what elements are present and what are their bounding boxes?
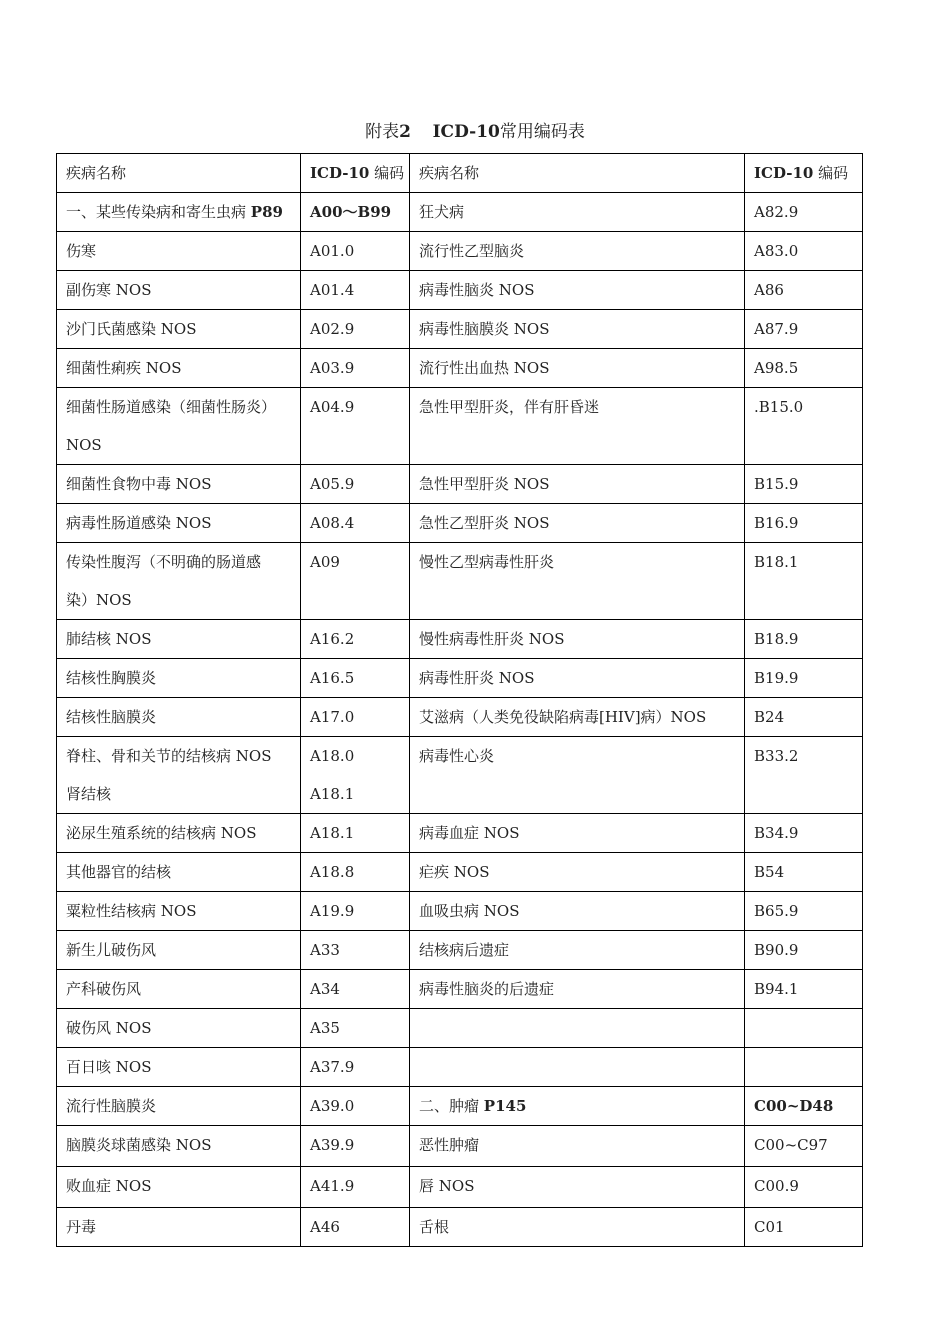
disease-name-right-cell <box>410 1208 745 1247</box>
disease-name-left-cell <box>57 1208 301 1247</box>
disease-name-left: 一、某些传染病和寄生虫病 <box>66 203 247 221</box>
disease-name-left: 副伤寒 NOS <box>66 281 152 299</box>
icd-code-right: B24 <box>754 708 785 726</box>
icd-code-right: A82.9 <box>754 203 799 221</box>
icd-code-right-cell <box>745 349 863 388</box>
icd-code-right: B18.9 <box>754 630 799 648</box>
icd-code-left: A34 <box>310 980 340 998</box>
icd-code-left: A39.9 <box>310 1136 355 1154</box>
icd-code-right-cell <box>745 271 863 310</box>
table-row <box>57 1208 863 1247</box>
disease-name-right-cell <box>410 543 745 620</box>
icd-code-right-cell <box>745 1048 863 1087</box>
icd-code-left-cell <box>301 892 410 931</box>
disease-name-right-cell <box>410 1087 745 1126</box>
icd-code-right-cell <box>745 1009 863 1048</box>
disease-name-left: 丹毒 <box>66 1218 97 1236</box>
icd-code-right-cell <box>745 232 863 271</box>
disease-name-left-cell <box>57 388 301 465</box>
icd-code-right: B90.9 <box>754 941 799 959</box>
header-icd-code-left <box>301 154 410 193</box>
icd-code-left: A33 <box>310 941 340 959</box>
icd-code-left-cell <box>301 271 410 310</box>
icd-code-right: B65.9 <box>754 902 799 920</box>
icd-code-left: A37.9 <box>310 1058 355 1076</box>
disease-name-left-cell <box>57 892 301 931</box>
icd-code-right: B54 <box>754 863 785 881</box>
disease-name-left: 破伤风 NOS <box>66 1019 152 1037</box>
icd-code-left: A01.4 <box>310 281 355 299</box>
table-row <box>57 349 863 388</box>
icd-code-left-cell <box>301 970 410 1009</box>
icd-code-right-cell <box>745 698 863 737</box>
icd-code-left: A46 <box>310 1218 340 1236</box>
icd-code-right: A83.0 <box>754 242 799 260</box>
disease-name-left-line2: NOS <box>66 436 102 454</box>
disease-name-left-cell <box>57 853 301 892</box>
disease-name-left-cell <box>57 271 301 310</box>
disease-name-left-cell <box>57 349 301 388</box>
icd-code-right: C01 <box>754 1218 785 1236</box>
icd-code-right: A87.9 <box>754 320 799 338</box>
table-row <box>57 504 863 543</box>
header-disease-name-left: 疾病名称 <box>57 154 301 193</box>
icd-code-right: B19.9 <box>754 669 799 687</box>
disease-name-right-cell <box>410 1167 745 1208</box>
disease-name-left-cell <box>57 698 301 737</box>
table-row <box>57 193 863 232</box>
disease-name-left: 脊柱、骨和关节的结核病 NOS <box>66 747 272 765</box>
icd-code-right-cell <box>745 853 863 892</box>
table-row <box>57 814 863 853</box>
icd-code-left: A17.0 <box>310 708 355 726</box>
disease-name-right-cell <box>410 1009 745 1048</box>
disease-name-right-cell <box>410 698 745 737</box>
disease-name-left-cell <box>57 814 301 853</box>
icd-code-left-cell <box>301 1048 410 1087</box>
disease-name-left: 败血症 NOS <box>66 1177 152 1195</box>
disease-name-left: 脑膜炎球菌感染 NOS <box>66 1136 212 1154</box>
disease-name-right: 血吸虫病 NOS <box>419 902 520 920</box>
disease-name-right: 急性甲型肝炎 NOS <box>419 475 550 493</box>
disease-name-left: 细菌性肠道感染（细菌性肠炎） <box>66 398 277 416</box>
disease-name-right: 舌根 <box>419 1218 450 1236</box>
icd-code-right: B33.2 <box>754 747 799 765</box>
icd-code-left-cell <box>301 1208 410 1247</box>
disease-name-right-cell <box>410 349 745 388</box>
disease-name-left: 细菌性痢疾 NOS <box>66 359 182 377</box>
table-row <box>57 853 863 892</box>
disease-name-right: 急性甲型肝炎，伴有肝昏迷 <box>419 398 600 416</box>
icd-code-right-cell <box>745 465 863 504</box>
disease-name-left-line2: 肾结核 <box>66 785 112 803</box>
icd-code-left-cell <box>301 814 410 853</box>
icd-code-left: A04.9 <box>310 398 355 416</box>
disease-name-right-cell <box>410 232 745 271</box>
disease-name-right: 病毒性心炎 <box>419 747 495 765</box>
table-row <box>57 620 863 659</box>
icd-code-left: A02.9 <box>310 320 355 338</box>
icd-code-left: A35 <box>310 1019 340 1037</box>
disease-name-right: 病毒性脑膜炎 NOS <box>419 320 550 338</box>
disease-name-left-cell <box>57 659 301 698</box>
disease-name-left: 结核性脑膜炎 <box>66 708 157 726</box>
icd-code-left-cell <box>301 1126 410 1167</box>
table-row <box>57 543 863 620</box>
disease-name-right: 慢性乙型病毒性肝炎 <box>419 553 555 571</box>
disease-name-right: 流行性出血热 NOS <box>419 359 550 377</box>
icd-code-left-cell <box>301 737 410 814</box>
icd-code-left-cell <box>301 193 410 232</box>
icd-code-left: A01.0 <box>310 242 355 260</box>
icd-code-left-cell <box>301 1167 410 1208</box>
disease-name-left-cell <box>57 1126 301 1167</box>
icd-code-right-cell <box>745 310 863 349</box>
disease-name-right-cell <box>410 814 745 853</box>
disease-name-right: 病毒血症 NOS <box>419 824 520 842</box>
disease-name-right-cell <box>410 388 745 465</box>
disease-name-right: 病毒性脑炎的后遗症 <box>419 980 555 998</box>
icd-code-right-cell <box>745 931 863 970</box>
disease-name-right: 急性乙型肝炎 NOS <box>419 514 550 532</box>
disease-name-right-cell <box>410 892 745 931</box>
table-row <box>57 271 863 310</box>
icd-code-right: B18.1 <box>754 553 799 571</box>
disease-name-right: 病毒性脑炎 NOS <box>419 281 535 299</box>
disease-name-left-cell <box>57 465 301 504</box>
disease-name-right-cell <box>410 853 745 892</box>
disease-name-right-cell <box>410 659 745 698</box>
disease-name-right: 疟疾 NOS <box>419 863 490 881</box>
disease-name-left: 百日咳 NOS <box>66 1058 152 1076</box>
icd-code-right: A98.5 <box>754 359 799 377</box>
disease-name-left-cell <box>57 310 301 349</box>
disease-name-left-cell <box>57 620 301 659</box>
icd-code-left: A16.5 <box>310 669 355 687</box>
disease-name-left: 病毒性肠道感染 NOS <box>66 514 212 532</box>
header-icd-code-right-label: ICD-10 <box>754 164 814 182</box>
icd-code-right: .B15.0 <box>754 398 804 416</box>
icd-code-right-cell <box>745 193 863 232</box>
table-row <box>57 892 863 931</box>
icd-code-left-cell <box>301 232 410 271</box>
icd-code-right-cell <box>745 1087 863 1126</box>
icd-code-right-cell <box>745 1167 863 1208</box>
disease-name-right-cell <box>410 310 745 349</box>
icd-code-left: A18.0 <box>310 747 355 765</box>
table-header-row <box>57 154 863 193</box>
disease-name-left-cell <box>57 1048 301 1087</box>
disease-name-right-cell <box>410 620 745 659</box>
icd-code-right-cell <box>745 388 863 465</box>
icd-code-left-cell <box>301 1087 410 1126</box>
icd-code-right-cell <box>745 1208 863 1247</box>
disease-name-right-cell <box>410 504 745 543</box>
chapter-page-right: P145 <box>483 1097 527 1115</box>
table-row <box>57 698 863 737</box>
disease-name-right-cell <box>410 465 745 504</box>
icd10-code-table <box>56 153 863 1247</box>
icd-code-right: C00.9 <box>754 1177 799 1195</box>
disease-name-left: 其他器官的结核 <box>66 863 172 881</box>
icd-code-right: C00~D48 <box>754 1097 834 1115</box>
icd-code-left-cell <box>301 504 410 543</box>
disease-name-left: 新生儿破伤风 <box>66 941 157 959</box>
icd-code-right-cell <box>745 1126 863 1167</box>
icd-code-right-cell <box>745 970 863 1009</box>
disease-name-left-cell <box>57 1009 301 1048</box>
icd-code-right: B16.9 <box>754 514 799 532</box>
table-row <box>57 232 863 271</box>
table-row <box>57 1126 863 1167</box>
title-suffix: 常用编码表 <box>499 122 585 142</box>
disease-name-left: 流行性脑膜炎 <box>66 1097 157 1115</box>
icd-code-right-cell <box>745 892 863 931</box>
disease-name-left-cell <box>57 543 301 620</box>
disease-name-left: 细菌性食物中毒 NOS <box>66 475 212 493</box>
icd-code-right: C00~C97 <box>754 1136 828 1154</box>
table-row <box>57 1167 863 1208</box>
disease-name-left: 粟粒性结核病 NOS <box>66 902 197 920</box>
icd-code-left-cell <box>301 620 410 659</box>
icd-code-left-cell <box>301 349 410 388</box>
table-body <box>57 154 863 1247</box>
disease-name-left-cell <box>57 504 301 543</box>
disease-name-right-cell <box>410 193 745 232</box>
icd-code-left: A18.8 <box>310 863 355 881</box>
page-title <box>0 118 950 146</box>
disease-name-right-cell <box>410 271 745 310</box>
icd-code-left: A41.9 <box>310 1177 355 1195</box>
table-row <box>57 1009 863 1048</box>
disease-name-left-cell <box>57 1167 301 1208</box>
disease-name-right: 流行性乙型脑炎 <box>419 242 525 260</box>
icd-code-left-cell <box>301 543 410 620</box>
disease-name-right: 唇 NOS <box>419 1177 475 1195</box>
disease-name-right: 恶性肿瘤 <box>419 1136 480 1154</box>
icd-code-left-cell <box>301 931 410 970</box>
disease-name-left-line2: 染）NOS <box>66 591 132 609</box>
icd-code-left: A08.4 <box>310 514 355 532</box>
icd-code-left-line2: A18.1 <box>310 785 355 803</box>
disease-name-right: 二、肿瘤 <box>419 1097 480 1115</box>
disease-name-left: 伤寒 <box>66 242 97 260</box>
disease-name-left-cell <box>57 970 301 1009</box>
header-disease-name-right: 疾病名称 <box>410 154 745 193</box>
title-number: 2 <box>399 122 411 142</box>
icd-code-left-cell <box>301 698 410 737</box>
disease-name-left-cell <box>57 1087 301 1126</box>
icd-code-left-cell <box>301 853 410 892</box>
title-prefix: 附表 <box>365 122 400 142</box>
disease-name-right: 结核病后遗症 <box>419 941 510 959</box>
header-icd-code-right <box>745 154 863 193</box>
disease-name-left: 沙门氏菌感染 NOS <box>66 320 197 338</box>
icd-code-right-cell <box>745 659 863 698</box>
header-icd-code-right-text: 编码 <box>818 164 849 182</box>
table-row <box>57 931 863 970</box>
icd-code-right: A86 <box>754 281 784 299</box>
header-icd-code-left-text: 编码 <box>374 164 405 182</box>
disease-name-right-cell <box>410 1048 745 1087</box>
table-row <box>57 970 863 1009</box>
icd-code-left-cell <box>301 659 410 698</box>
table-row <box>57 310 863 349</box>
table-row <box>57 1087 863 1126</box>
disease-name-right: 艾滋病（人类免役缺陷病毒[HIV]病）NOS <box>419 708 707 726</box>
disease-name-right: 慢性病毒性肝炎 NOS <box>419 630 565 648</box>
icd-code-left-cell <box>301 310 410 349</box>
disease-name-left: 产科破伤风 <box>66 980 142 998</box>
disease-name-right-cell <box>410 1126 745 1167</box>
icd-code-left-cell <box>301 1009 410 1048</box>
disease-name-right: 病毒性肝炎 NOS <box>419 669 535 687</box>
table-row <box>57 737 863 814</box>
disease-name-left: 泌尿生殖系统的结核病 NOS <box>66 824 257 842</box>
icd-code-right: B34.9 <box>754 824 799 842</box>
icd-code-right-cell <box>745 737 863 814</box>
icd-code-left: A18.1 <box>310 824 355 842</box>
disease-name-left-cell <box>57 232 301 271</box>
icd-code-right-cell <box>745 620 863 659</box>
icd-code-right-cell <box>745 814 863 853</box>
disease-name-right-cell <box>410 931 745 970</box>
disease-name-left-cell <box>57 193 301 232</box>
icd-code-left: A00～B99 <box>310 203 392 221</box>
icd-code-left: A05.9 <box>310 475 355 493</box>
disease-name-left-cell <box>57 931 301 970</box>
disease-name-right: 狂犬病 <box>419 203 465 221</box>
icd-code-left: A03.9 <box>310 359 355 377</box>
table-row <box>57 659 863 698</box>
icd-code-left: A39.0 <box>310 1097 355 1115</box>
icd-code-left: A19.9 <box>310 902 355 920</box>
disease-name-right-cell <box>410 737 745 814</box>
icd-code-left: A09 <box>310 553 340 571</box>
icd-code-left: A16.2 <box>310 630 355 648</box>
icd-code-left-cell <box>301 388 410 465</box>
icd-code-left-cell <box>301 465 410 504</box>
chapter-page-left: P89 <box>250 203 283 221</box>
disease-name-left: 结核性胸膜炎 <box>66 669 157 687</box>
table-row <box>57 1048 863 1087</box>
title-code: ICD-10 <box>432 122 500 142</box>
disease-name-left: 传染性腹泻（不明确的肠道感 <box>66 553 262 571</box>
table-row <box>57 388 863 465</box>
icd-code-right-cell <box>745 543 863 620</box>
icd-code-right-cell <box>745 504 863 543</box>
disease-name-right-cell <box>410 970 745 1009</box>
disease-name-left: 肺结核 NOS <box>66 630 152 648</box>
disease-name-left-cell <box>57 737 301 814</box>
icd-code-right: B94.1 <box>754 980 799 998</box>
header-icd-code-left-label: ICD-10 <box>310 164 370 182</box>
icd-code-right: B15.9 <box>754 475 799 493</box>
table-row <box>57 465 863 504</box>
